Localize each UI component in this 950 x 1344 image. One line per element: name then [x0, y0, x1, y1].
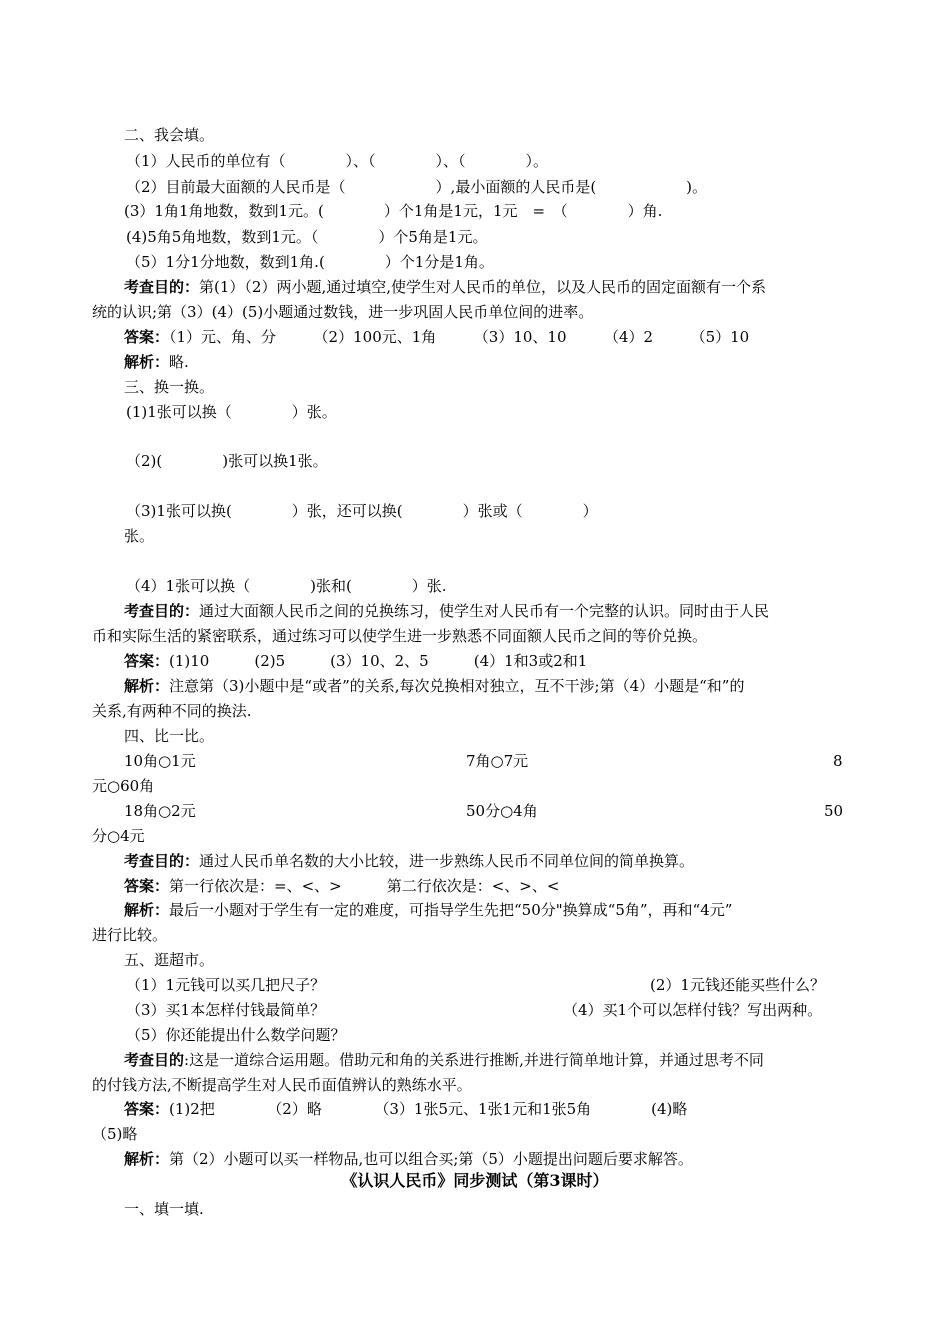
question-line: （4）1张可以换（ )张和( ）张.	[126, 577, 447, 595]
purpose-paragraph	[124, 851, 694, 871]
purpose-label: 考查目的：	[124, 278, 200, 296]
analysis-label: 解析：	[124, 353, 170, 371]
purpose-text: 统的认识;第（3）(4）(5)小题通过数钱，进一步巩固人民币单位间的进率。	[92, 303, 594, 321]
compare-item: 50分○4角	[466, 802, 538, 820]
answer-label: 答案：	[124, 877, 170, 895]
purpose-paragraph	[124, 1050, 764, 1070]
section-heading: 五、逛超市。	[124, 951, 215, 969]
answer-line	[124, 327, 749, 347]
question-line: （3）买1本怎样付钱最简单？	[126, 1001, 326, 1019]
answer-text: 第一行依次是：=、<、> 第二行依次是：<、>、<	[169, 877, 560, 895]
lesson-title: 《认识人民币》同步测试（第3课时）	[341, 1171, 609, 1190]
answer-label: 答案：	[124, 328, 170, 346]
answer-line	[124, 876, 559, 896]
compare-item: 元○60角	[92, 777, 155, 795]
analysis-label: 解析：	[124, 1150, 170, 1168]
compare-item: 18角○2元	[124, 802, 196, 820]
question-line: (2）1元钱还能买些什么？	[650, 976, 825, 994]
section-heading: 四、比一比。	[124, 727, 215, 745]
question-line: (3）1角1角地数，数到1元。( ）个1角是1元，1元 = （ ）角.	[124, 202, 663, 220]
answer-text: （1）元、角、分 （2）100元、1角 （3）10、10 （4）2 （5）10	[169, 328, 750, 346]
purpose-text: 的付钱方法,不断提高学生对人民币面值辨认的熟练水平。	[92, 1076, 472, 1094]
question-line: 张。	[124, 527, 155, 545]
answer-text: （5)略	[92, 1125, 138, 1143]
analysis-paragraph	[124, 900, 732, 920]
answer-text: (1)10 (2)5 (3）10、2、5 (4）1和3或2和1	[169, 652, 588, 670]
analysis-label: 解析：	[124, 901, 170, 919]
analysis-text: 第（2）小题可以买一样物品,也可以组合买;第（5）小题提出问题后要求解答。	[169, 1150, 693, 1168]
purpose-paragraph	[124, 277, 766, 297]
purpose-paragraph	[124, 601, 769, 621]
compare-item: 7角○7元	[466, 752, 529, 770]
purpose-text: 通过人民币单名数的大小比较，进一步熟练人民币不同单位间的简单换算。	[199, 852, 695, 870]
purpose-text: 第(1）（2）两小题,通过填空,使学生对人民币的单位，以及人民币的固定面额有一个系	[199, 278, 766, 296]
answer-text: (1)2把 （2）略 （3）1张5元、1张1元和1张5角 (4)略	[169, 1100, 688, 1118]
question-line: （5）1分1分地数，数到1角.( ）个1分是1角。	[126, 253, 494, 271]
answer-line	[124, 1099, 687, 1119]
purpose-text: 通过大面额人民币之间的兑换练习，使学生对人民币有一个完整的认识。同时由于人民	[199, 602, 770, 620]
answer-label: 答案：	[124, 652, 170, 670]
question-line: （2）目前最大面额的人民币是（ ）,最小面额的人民币是( )。	[126, 178, 708, 196]
question-line: （1）人民币的单位有（ ）、（ ）、（ ）。	[126, 152, 549, 170]
answer-label: 答案：	[124, 1100, 170, 1118]
analysis-text: 进行比较。	[92, 926, 168, 944]
compare-item: 50	[824, 802, 844, 820]
question-line: （1）1元钱可以买几把尺子？	[126, 976, 326, 994]
purpose-text: :这是一道综合运用题。借助元和角的关系进行推断,并进行简单地计算，并通过思考不同	[184, 1051, 764, 1069]
question-line: （4）买1个可以怎样付钱？写出两种。	[563, 1001, 823, 1019]
question-line: (4)5角5角地数，数到1元。（ ）个5角是1元。	[126, 228, 488, 246]
question-line: （2)( )张可以换1张。	[126, 452, 328, 470]
question-line: (1)1张可以换（ ）张。	[126, 403, 337, 421]
analysis-line	[124, 352, 189, 372]
analysis-text: 关系,有两种不同的换法.	[92, 702, 252, 720]
purpose-label: 考查目的：	[124, 852, 200, 870]
compare-item: 8	[833, 752, 843, 770]
analysis-line	[124, 1149, 693, 1169]
section-heading: 一、填一填.	[124, 1200, 204, 1218]
compare-item: 10角○1元	[124, 752, 196, 770]
question-line: （5）你还能提出什么数学问题？	[126, 1026, 346, 1044]
purpose-label: 考查目的：	[124, 602, 200, 620]
purpose-text: 币和实际生活的紧密联系，通过练习可以使学生进一步熟悉不同面额人民币之间的等价兑换。	[92, 627, 708, 645]
question-line: （3)1张可以换( ）张，还可以换( ）张或（ ）	[126, 502, 598, 520]
analysis-text: 最后一小题对于学生有一定的难度，可指导学生先把“50分"换算成“5角”，再和“4元”	[169, 901, 733, 919]
compare-item: 分○4元	[92, 827, 145, 845]
section-heading: 二、我会填。	[124, 126, 215, 144]
answer-line	[124, 651, 587, 671]
purpose-label: 考查目的	[124, 1051, 185, 1069]
analysis-paragraph	[124, 676, 744, 696]
analysis-text: 略.	[169, 353, 189, 371]
analysis-text: 注意第（3)小题中是“或者”的关系,每次兑换相对独立，互不干涉;第（4）小题是“和”的	[169, 677, 745, 695]
analysis-label: 解析：	[124, 677, 170, 695]
section-heading: 三、换一换。	[124, 378, 215, 396]
